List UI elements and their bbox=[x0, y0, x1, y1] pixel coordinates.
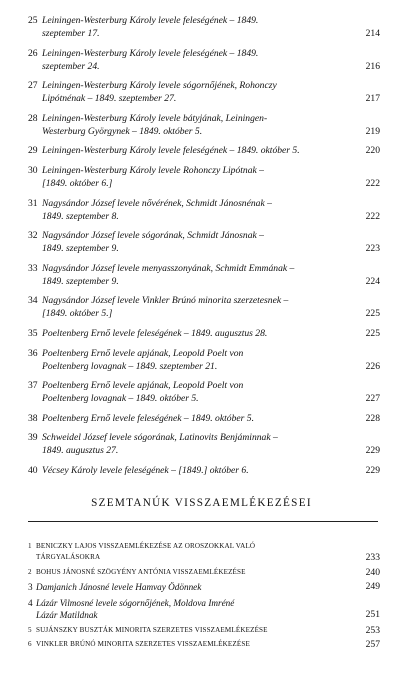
entry-title bbox=[42, 262, 358, 288]
entry-number: 35 bbox=[28, 327, 38, 339]
entry-title-line: Leiningen-Westerburg Károly levele feleségének – 1849. bbox=[42, 47, 259, 59]
entry-page-number: 225 bbox=[365, 308, 380, 320]
entry-page-number: 223 bbox=[365, 243, 380, 255]
entry-title bbox=[36, 581, 358, 593]
toc-entry bbox=[28, 639, 380, 650]
entry-number: 2 bbox=[28, 567, 32, 576]
entry-number: 36 bbox=[28, 347, 38, 359]
entry-title bbox=[42, 144, 358, 157]
entry-title-line: Schweidel József levele sógorának, Latinovits Benjáminnak – bbox=[42, 432, 278, 444]
entry-number: 32 bbox=[28, 230, 38, 242]
entry-number: 27 bbox=[28, 80, 38, 92]
entry-number: 31 bbox=[28, 197, 38, 209]
entry-title bbox=[36, 639, 358, 650]
entry-number: 3 bbox=[28, 582, 33, 593]
toc-entry bbox=[28, 431, 380, 457]
toc-entry bbox=[28, 144, 380, 157]
entry-title-line: Poeltenberg Ernő levele feleségének – 1849. augusztus 28. bbox=[42, 327, 268, 339]
entry-title bbox=[42, 14, 358, 40]
entry-title-line: Nagysándor József levele sógorának, Schmidt Jánosnak – bbox=[42, 230, 264, 242]
entry-page-number: 240 bbox=[365, 566, 380, 578]
entry-title-line: Westerburg Györgynek – 1849. október 5. bbox=[42, 125, 203, 137]
entry-number: 34 bbox=[28, 295, 38, 307]
entry-number: 29 bbox=[28, 145, 38, 157]
entry-title-line: 1849. szeptember 9. bbox=[42, 243, 119, 255]
entry-title-line: Nagysándor József levele menyasszonyának, Schmidt Emmának – bbox=[42, 262, 295, 274]
toc-entry bbox=[28, 14, 380, 40]
entry-title bbox=[42, 327, 358, 340]
entry-title bbox=[42, 164, 358, 190]
entry-title-line: BENICZKY LAJOS VISSZAEMLÉKEZÉSE AZ OROSZOKKAL VALÓ bbox=[36, 542, 256, 550]
entry-number: 38 bbox=[28, 412, 38, 424]
toc-entry bbox=[28, 347, 380, 373]
entry-title-line: Nagysándor József levele Vinkler Brúnó minorita szerzetesnek – bbox=[42, 295, 289, 307]
entry-number: 26 bbox=[28, 47, 38, 59]
toc-entry bbox=[28, 164, 380, 190]
toc-entry bbox=[28, 262, 380, 288]
toc-entry bbox=[28, 567, 380, 578]
entry-title-line: [1849. október 5.] bbox=[42, 308, 113, 320]
entry-number: 37 bbox=[28, 380, 38, 392]
entry-title-line: SUJÁNSZKY BUSZTÁK MINORITA SZERZETES VISSZAEMLÉKEZÉSE bbox=[36, 625, 268, 634]
toc-entry bbox=[28, 294, 380, 320]
entry-title-line: Vécsey Károly levele feleségének – [1849.] október 6. bbox=[42, 464, 249, 476]
entry-title bbox=[36, 625, 358, 636]
entry-title-line: Leiningen-Westerburg Károly levele bátyjának, Leiningen- bbox=[42, 112, 268, 124]
entry-title-line: VINKLER BRÚNÓ MINORITA SZERZETES VISSZAEMLÉKEZÉSE bbox=[36, 640, 250, 649]
entry-title-line: Leiningen-Westerburg Károly levele feleségének – 1849. október 5. bbox=[42, 145, 300, 157]
entry-page-number: 233 bbox=[365, 552, 380, 563]
entry-title bbox=[42, 47, 358, 73]
entry-title bbox=[36, 597, 358, 621]
entry-title-line: [1849. október 6.] bbox=[42, 177, 113, 189]
toc-entry bbox=[28, 79, 380, 105]
entry-page-number: 251 bbox=[365, 609, 380, 621]
entry-title-line: Lipótnénak – 1849. szeptember 27. bbox=[42, 93, 177, 105]
entry-title-line: Poeltenberg Ernő levele apjának, Leopold Poelt von bbox=[42, 380, 244, 392]
section-title: SZEMTANÚK VISSZAEMLÉKEZÉSEI bbox=[91, 497, 312, 509]
entry-title-line: Leiningen-Westerburg Károly levele sógornőjének, Rohonczy bbox=[42, 80, 277, 92]
entry-title bbox=[42, 412, 358, 425]
entry-page-number: 249 bbox=[365, 581, 380, 593]
entry-title-line: Leiningen-Westerburg Károly levele feleségének – 1849. bbox=[42, 15, 259, 26]
entry-title-line: TÁRGYALÁSOKRA bbox=[36, 553, 101, 561]
table-of-contents-recollections bbox=[28, 541, 380, 654]
entry-title bbox=[42, 464, 358, 477]
entry-number: 1 bbox=[28, 542, 32, 550]
entry-page-number: 229 bbox=[365, 464, 380, 476]
entry-page-number: 227 bbox=[365, 393, 380, 405]
entry-title bbox=[42, 112, 358, 138]
entry-number: 28 bbox=[28, 112, 38, 124]
entry-title-line: Poeltenberg lovagnak – 1849. október 5. bbox=[42, 393, 199, 405]
entry-title-line: BOHUS JÁNOSNÉ SZÖGYÉNY ANTÓNIA VISSZAEMLÉKEZÉSE bbox=[36, 567, 246, 576]
entry-title-line: Damjanich Jánosné levele Hamvay Ödönnek bbox=[36, 582, 202, 593]
toc-entry bbox=[28, 581, 380, 593]
entry-page-number: 225 bbox=[365, 327, 380, 339]
entry-title bbox=[42, 79, 358, 105]
entry-page-number: 216 bbox=[365, 60, 380, 72]
entry-title-line: Nagysándor József levele nővérének, Schmidt Jánosnénak – bbox=[42, 197, 272, 209]
toc-entry bbox=[28, 464, 380, 477]
entry-title bbox=[42, 197, 358, 223]
entry-title-line: szeptember 17. bbox=[42, 28, 100, 39]
entry-title-line: 1849. szeptember 9. bbox=[42, 275, 119, 287]
entry-page-number: 228 bbox=[365, 412, 380, 424]
toc-entry bbox=[28, 47, 380, 73]
entry-number: 6 bbox=[28, 640, 32, 649]
entry-page-number: 219 bbox=[365, 125, 380, 137]
entry-number: 4 bbox=[28, 598, 33, 609]
entry-page-number: 253 bbox=[365, 624, 380, 636]
entry-title-line: szeptember 24. bbox=[42, 60, 100, 72]
entry-title bbox=[42, 229, 358, 255]
toc-entry bbox=[28, 541, 380, 563]
entry-title bbox=[36, 541, 358, 563]
entry-title bbox=[42, 347, 358, 373]
entry-number: 40 bbox=[28, 464, 38, 476]
toc-entry bbox=[28, 112, 380, 138]
entry-number: 25 bbox=[28, 15, 38, 26]
entry-title bbox=[36, 567, 358, 578]
entry-number: 30 bbox=[28, 164, 38, 176]
entry-page-number: 257 bbox=[365, 639, 380, 651]
toc-entry bbox=[28, 597, 380, 621]
entry-title-line: 1849. augusztus 27. bbox=[42, 445, 119, 457]
toc-entry bbox=[28, 229, 380, 255]
toc-entry bbox=[28, 327, 380, 340]
entry-title-line: Leiningen-Westerburg Károly levele Rohonczy Lipótnak – bbox=[42, 164, 264, 176]
entry-number: 5 bbox=[28, 625, 32, 634]
section-divider bbox=[28, 521, 378, 522]
toc-entry bbox=[28, 379, 380, 405]
entry-page-number: 229 bbox=[365, 445, 380, 457]
entry-page-number: 217 bbox=[365, 93, 380, 105]
table-of-contents-letters bbox=[28, 14, 380, 484]
entry-page-number: 214 bbox=[365, 28, 380, 39]
entry-title-line: Poeltenberg Ernő levele feleségének – 1849. október 5. bbox=[42, 412, 254, 424]
toc-entry bbox=[28, 412, 380, 425]
entry-title-line: Poeltenberg lovagnak – 1849. szeptember 21. bbox=[42, 360, 218, 372]
entry-page-number: 226 bbox=[365, 360, 380, 372]
entry-page-number: 224 bbox=[365, 275, 380, 287]
entry-title-line: Lázár Vilmosné levele sógornőjének, Moldova Imréné bbox=[36, 598, 235, 609]
entry-title bbox=[42, 431, 358, 457]
entry-title bbox=[42, 294, 358, 320]
entry-title bbox=[42, 379, 358, 405]
entry-title-line: Poeltenberg Ernő levele apjának, Leopold Poelt von bbox=[42, 347, 244, 359]
toc-entry bbox=[28, 197, 380, 223]
entry-title-line: 1849. szeptember 8. bbox=[42, 210, 119, 222]
entry-number: 33 bbox=[28, 262, 38, 274]
entry-page-number: 222 bbox=[365, 210, 380, 222]
entry-title-line: Lázár Matildnak bbox=[36, 610, 98, 621]
toc-entry bbox=[28, 625, 380, 636]
entry-page-number: 222 bbox=[365, 177, 380, 189]
entry-page-number: 220 bbox=[365, 145, 380, 157]
entry-number: 39 bbox=[28, 432, 38, 444]
